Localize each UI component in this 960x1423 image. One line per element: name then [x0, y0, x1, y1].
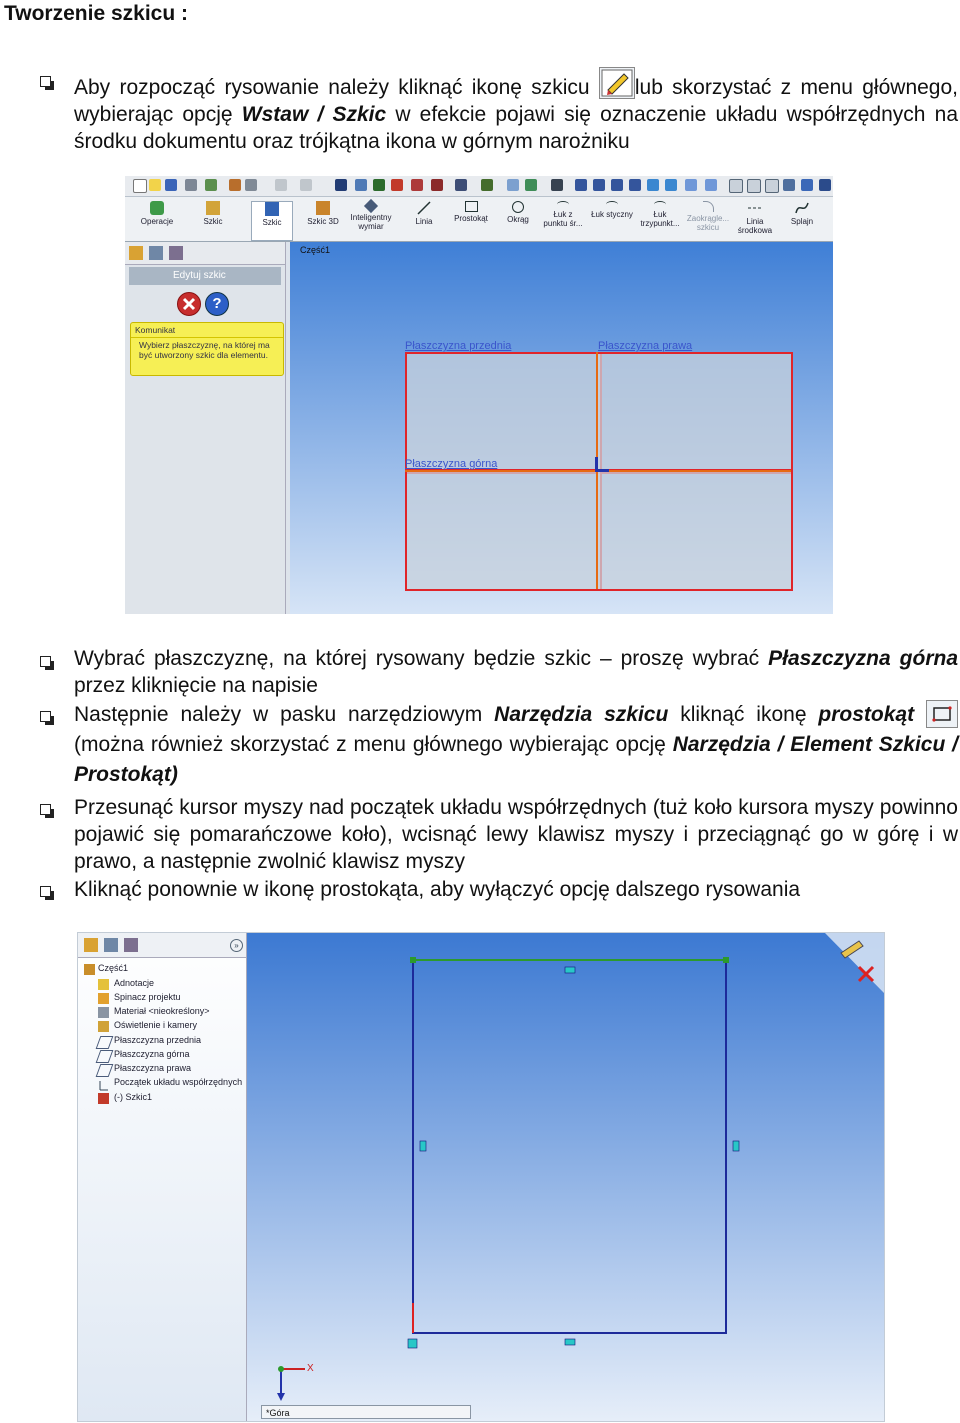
tool-smart-dimension[interactable]: Inteligentny wymiar — [347, 201, 395, 239]
tool-center-arc[interactable]: Łuk z punktu śr... — [541, 201, 585, 239]
tree-item-annotations[interactable]: Adnotacje — [114, 978, 155, 988]
design-binder-icon — [98, 993, 109, 1004]
plane-front[interactable] — [405, 352, 602, 474]
help-icon[interactable] — [551, 179, 563, 191]
display-style-icon[interactable] — [685, 179, 697, 191]
edit-sketch-icon[interactable] — [373, 179, 385, 191]
bullet-1-text: Aby rozpocząć rysowanie należy kliknąć ikonę szkicu lub skorzystać z menu głównego, wybierając opcję Wstaw / Szkic w efekcie pojawi się oznaczenie układu współrzędnych na środku dokumentu oraz trójkątna ikona w górnym narożniku — [74, 67, 958, 155]
sketch-icon[interactable] — [599, 67, 635, 99]
sketch-icon — [265, 202, 279, 216]
fillet-icon — [703, 201, 714, 212]
help-icon[interactable]: ? — [205, 292, 229, 316]
view-axis-y — [277, 1393, 285, 1401]
message-box — [130, 322, 284, 376]
config-tab-icon[interactable] — [124, 938, 138, 952]
vertical-relation-icon — [420, 1141, 426, 1151]
confirmation-corner — [825, 933, 884, 993]
tool-3point-arc[interactable]: Łuk trzypunkt... — [635, 201, 685, 239]
plane-icon — [96, 1064, 114, 1077]
circle-icon — [512, 201, 524, 213]
origin-marker — [595, 469, 609, 472]
bullet-marker — [40, 656, 51, 667]
image-icon[interactable] — [507, 179, 519, 191]
tool-tangent-arc[interactable]: Łuk styczny — [587, 201, 637, 239]
sketch-toolbar — [125, 197, 833, 242]
message-text: Wybierz płaszczyznę, na której ma być utworzony szkic dla elementu. — [139, 340, 270, 360]
sketch-icon — [98, 1093, 109, 1104]
graphics-area[interactable] — [247, 933, 884, 1421]
grid-icon[interactable] — [431, 179, 443, 191]
plane-icon — [96, 1036, 114, 1049]
tool-features[interactable]: Operacje — [135, 201, 179, 239]
tree-item-design-binder[interactable]: Spinacz projektu — [114, 992, 181, 1002]
tree-root-label[interactable]: Część1 — [300, 245, 331, 255]
zoom-fit-icon[interactable] — [575, 179, 587, 191]
tool-sketch-menu[interactable]: Szkic — [195, 201, 231, 239]
tool-spline[interactable]: Splajn — [785, 201, 819, 239]
plane-quadrant — [596, 469, 793, 591]
sketch-rectangle[interactable] — [413, 960, 726, 1333]
standard-toolbar — [125, 176, 833, 197]
x-axis-label: X — [307, 1363, 314, 1374]
bullet-5-text: Kliknąć ponownie w ikonę prostokąta, aby wyłączyć opcję dalszego rysowania — [74, 878, 801, 901]
hidden-removed-icon[interactable] — [765, 179, 779, 193]
zoom-area-icon[interactable] — [593, 179, 605, 191]
grid-icon[interactable] — [411, 179, 423, 191]
plane-right-label[interactable]: Płaszczyzna prawa — [598, 340, 693, 352]
cancel-icon[interactable] — [177, 292, 201, 316]
new-file-icon[interactable] — [133, 179, 147, 193]
rectangle-icon — [465, 201, 478, 212]
zoom-in-out-icon[interactable] — [611, 179, 623, 191]
view-orientation-icon[interactable] — [455, 179, 467, 191]
pan-icon[interactable] — [665, 179, 677, 191]
shaded-icon[interactable] — [801, 179, 813, 191]
edit-sketch-header: Edytuj szkic — [129, 267, 281, 285]
select-icon[interactable] — [335, 179, 347, 191]
rebuild-icon[interactable] — [355, 179, 367, 191]
tool-rectangle[interactable]: Prostokąt — [451, 201, 491, 239]
bullet-marker — [40, 76, 51, 87]
corner-point[interactable] — [410, 957, 416, 963]
horizontal-relation-icon — [565, 1339, 575, 1345]
save-icon[interactable] — [165, 179, 177, 191]
line-icon — [417, 201, 431, 215]
wireframe-icon[interactable] — [729, 179, 743, 193]
tree-item-material[interactable]: Materiał <nieokreślony> — [114, 1006, 210, 1016]
plane-top[interactable] — [405, 469, 602, 591]
tool-centerline[interactable]: Linia środkowa — [733, 201, 777, 239]
options-icon[interactable] — [391, 179, 403, 191]
feature-tree-tab-icon[interactable] — [129, 246, 143, 260]
features-icon — [150, 201, 164, 215]
screenshot-rectangle-sketch — [77, 932, 885, 1422]
part-icon — [84, 964, 95, 975]
tree-item-right-plane[interactable]: Płaszczyzna prawa — [114, 1063, 192, 1073]
tool-sketch[interactable]: Szkic — [251, 201, 293, 241]
tree-item-sketch1[interactable]: (-) Szkic1 — [114, 1092, 152, 1102]
page-heading: Tworzenie szkicu : — [4, 2, 188, 25]
feature-manager-tree — [78, 933, 247, 1421]
rotate-icon[interactable] — [647, 179, 659, 191]
plane-top-label[interactable]: Płaszczyzna górna — [405, 458, 498, 470]
bullet-marker — [40, 804, 51, 815]
undo-icon[interactable] — [229, 179, 241, 191]
corner-point[interactable] — [723, 957, 729, 963]
manager-tabs — [125, 242, 285, 265]
tool-line[interactable]: Linia — [409, 201, 439, 239]
tool-sketch-3d[interactable]: Szkic 3D — [305, 201, 341, 239]
zoom-icon[interactable] — [245, 179, 257, 191]
perspective-icon[interactable] — [819, 179, 831, 191]
redo-icon[interactable] — [300, 179, 312, 191]
tree-item-lights[interactable]: Oświetlenie i kamery — [114, 1020, 198, 1030]
view-name-label: *Góra — [261, 1405, 471, 1419]
three-point-arc-icon — [654, 201, 666, 208]
annotations-icon — [98, 979, 109, 990]
sketch-icon — [206, 201, 220, 215]
cursor-icon[interactable] — [481, 179, 493, 191]
plane-right[interactable] — [596, 352, 793, 474]
view-axis-origin — [278, 1366, 284, 1372]
property-tab-icon[interactable] — [104, 938, 118, 952]
plane-front-label[interactable]: Płaszczyzna przednia — [405, 340, 512, 352]
config-tab-icon[interactable] — [169, 246, 183, 260]
property-manager — [125, 242, 286, 614]
dimension-icon — [364, 199, 378, 213]
shaded-edges-icon[interactable] — [783, 179, 795, 191]
tool-sketch-fillet[interactable]: Zaokrągle... szkicu — [685, 201, 731, 239]
property-tab-icon[interactable] — [149, 246, 163, 260]
tree-item-origin[interactable]: Początek układu współrzędnych — [114, 1077, 243, 1087]
plane-icon — [96, 1050, 114, 1063]
spline-icon — [795, 201, 809, 215]
origin-icon — [98, 1078, 109, 1089]
graphics-area[interactable] — [290, 242, 833, 614]
chart-icon[interactable] — [525, 179, 537, 191]
sketch-3d-icon — [316, 201, 330, 215]
manager-tabs — [78, 933, 246, 958]
print-icon[interactable] — [185, 179, 197, 191]
coincident-relation-icon — [408, 1339, 417, 1348]
rectangle-tool-icon[interactable] — [926, 700, 958, 728]
zoom-selection-icon[interactable] — [629, 179, 641, 191]
bullet-marker — [40, 711, 51, 722]
bullet-4-text: Przesunąć kursor myszy nad początek układu współrzędnych (tuż koło kursora myszy powinno pojawić się pomarańczowe koło), wcisnąć lewy klawisz myszy i przeciągnąć go w górę i w prawo, a następnie zwolnić klawisz myszy — [74, 796, 958, 873]
open-file-icon[interactable] — [149, 179, 161, 191]
vertical-relation-icon — [733, 1141, 739, 1151]
bullet-2-text: Wybrać płaszczyznę, na której rysowany będzie szkic – proszę wybrać Płaszczyzna górna przez kliknięcie na napisie — [74, 647, 958, 697]
screenshot-select-plane — [125, 176, 833, 614]
tangent-arc-icon — [606, 201, 618, 208]
tree-item-top-plane[interactable]: Płaszczyzna górna — [114, 1049, 190, 1059]
hidden-lines-icon[interactable] — [747, 179, 761, 193]
sketch-drawing — [247, 933, 884, 1421]
display-style-icon[interactable] — [705, 179, 717, 191]
horizontal-relation-icon — [565, 967, 575, 973]
arc-icon — [557, 201, 569, 208]
bullet-marker — [40, 886, 51, 897]
expand-icon[interactable]: » — [230, 939, 243, 952]
message-title: Komunikat — [131, 323, 283, 338]
tree-item-part[interactable]: Część1 — [98, 963, 129, 973]
options-icon[interactable] — [205, 179, 217, 191]
lights-icon — [98, 1021, 109, 1032]
tool-circle[interactable]: Okrąg — [501, 201, 535, 239]
bullet-3-text: Następnie należy w pasku narzędziowym Narzędzia szkicu kliknąć ikonę prostokąt (można również skorzystać z menu głównego wybierając opcję Narzędzia / Element Szkicu / Prostokąt) — [74, 700, 958, 790]
feature-tree-tab-icon[interactable] — [84, 938, 98, 952]
centerline-icon — [748, 201, 762, 215]
redo-icon[interactable] — [275, 179, 287, 191]
tree-item-front-plane[interactable]: Płaszczyzna przednia — [114, 1035, 202, 1045]
material-icon — [98, 1007, 109, 1018]
